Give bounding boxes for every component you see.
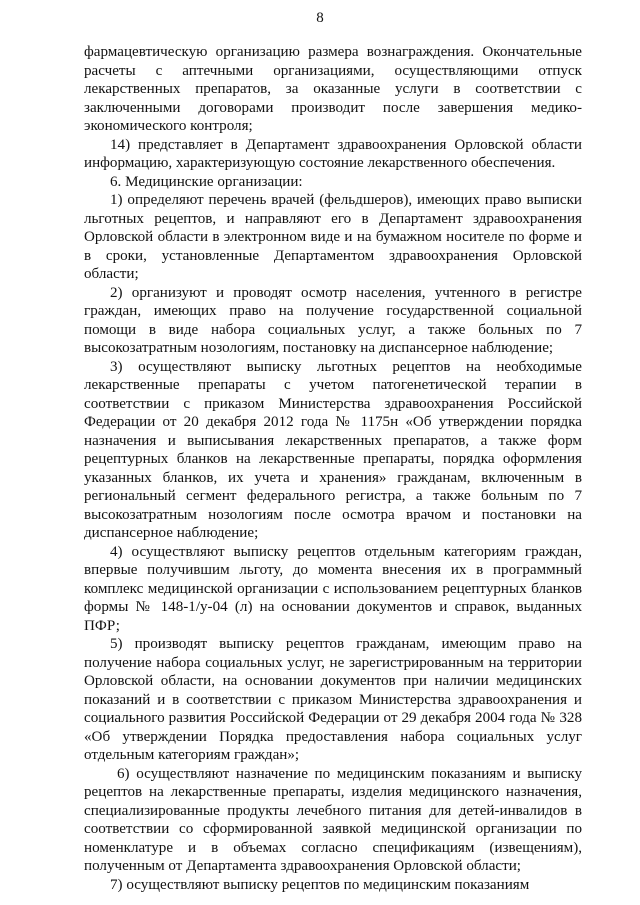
paragraph-item-2: 2) организуют и проводят осмотр населения, учтенного в регистре граждан, имеющих право на получение государственной социальной помощи в виде набора социальных услуг, а также больных по 7 высокозатратным нозологиям, постановку на диспансерное наблюдение; (84, 284, 582, 356)
paragraph-item-6: 6) осуществляют назначение по медицинским показаниям и выписку рецептов на лекарственные препараты, изделия медицинского назначения, специализированные продукты лечебного питания для детей-инвалидов в соответствии со сформированной заявкой медицинской организации по номенклатуре и в объемах согласно спецификациям (извещениям), полученным от Департамента здравоохранения Орловской области; (84, 765, 582, 874)
paragraph-item-4: 4) осуществляют выписку рецептов отдельным категориям граждан, впервые получившим льготу, до момента внесения их в программный комплекс медицинской организации с использованием рецептурных бланков формы № 148-1/у-04 (л) на основании документов и справок, выданных ПФР; (84, 543, 582, 634)
document-body (84, 43, 582, 894)
paragraph-item-5: 5) производят выписку рецептов гражданам, имеющим право на получение набора социальных услуг, не зарегистрированным на территории Орловской области, на основании документов при наличии медицинских показаний и в соответствии с приказом Министерства здравоохранения и социального развития Российской Федерации от 29 декабря 2004 года № 328 «Об утверждении Порядка предоставления набора социальных услуг отдельным категориям граждан»; (84, 636, 582, 763)
section-heading-medical-organizations: 6. Медицинские организации: (110, 173, 303, 190)
paragraph-item-1: 1) определяют перечень врачей (фельдшеров), имеющих право выписки льготных рецептов, и направляют его в Департамент здравоохранения Орловской области в электронном виде и на бумажном носителе по форме и в сроки, установленные Департаментом здравоохранения Орловской области; (84, 192, 582, 282)
page-number: 8 (316, 10, 324, 26)
paragraph-item-3: 3) осуществляют выписку льготных рецептов на необходимые лекарственные препараты с учетом патогенетической терапии в соответствии с приказом Министерства здравоохранения Российской Федерации от 20 декабря 2012 года № 1175н «Об утверждении порядка назначения и выписывания лекарственных препаратов, а также форм рецептурных бланков на лекарственные препараты, порядка оформления указанных бланков, их учета и хранения» гражданам, включенным в региональный сегмент федерального регистра, а также больным по 7 высокозатратным нозологиям после осмотра врачом и постановки на диспансерное наблюдение; (84, 358, 582, 541)
paragraph-item-7: 7) осуществляют выписку рецептов по медицинским показаниям (110, 876, 530, 893)
paragraph-continuation: фармацевтическую организацию размера вознаграждения. Окончательные расчеты с аптечными организациями, осуществляющими отпуск лекарственных препаратов, за оказанные услуги в соответствии с заключенными договорами производит после завершения медико-экономического контроля; (84, 44, 582, 134)
paragraph-item-14: 14) представляет в Департамент здравоохранения Орловской области информацию, характеризующую состояние лекарственного обеспечения. (84, 136, 582, 171)
